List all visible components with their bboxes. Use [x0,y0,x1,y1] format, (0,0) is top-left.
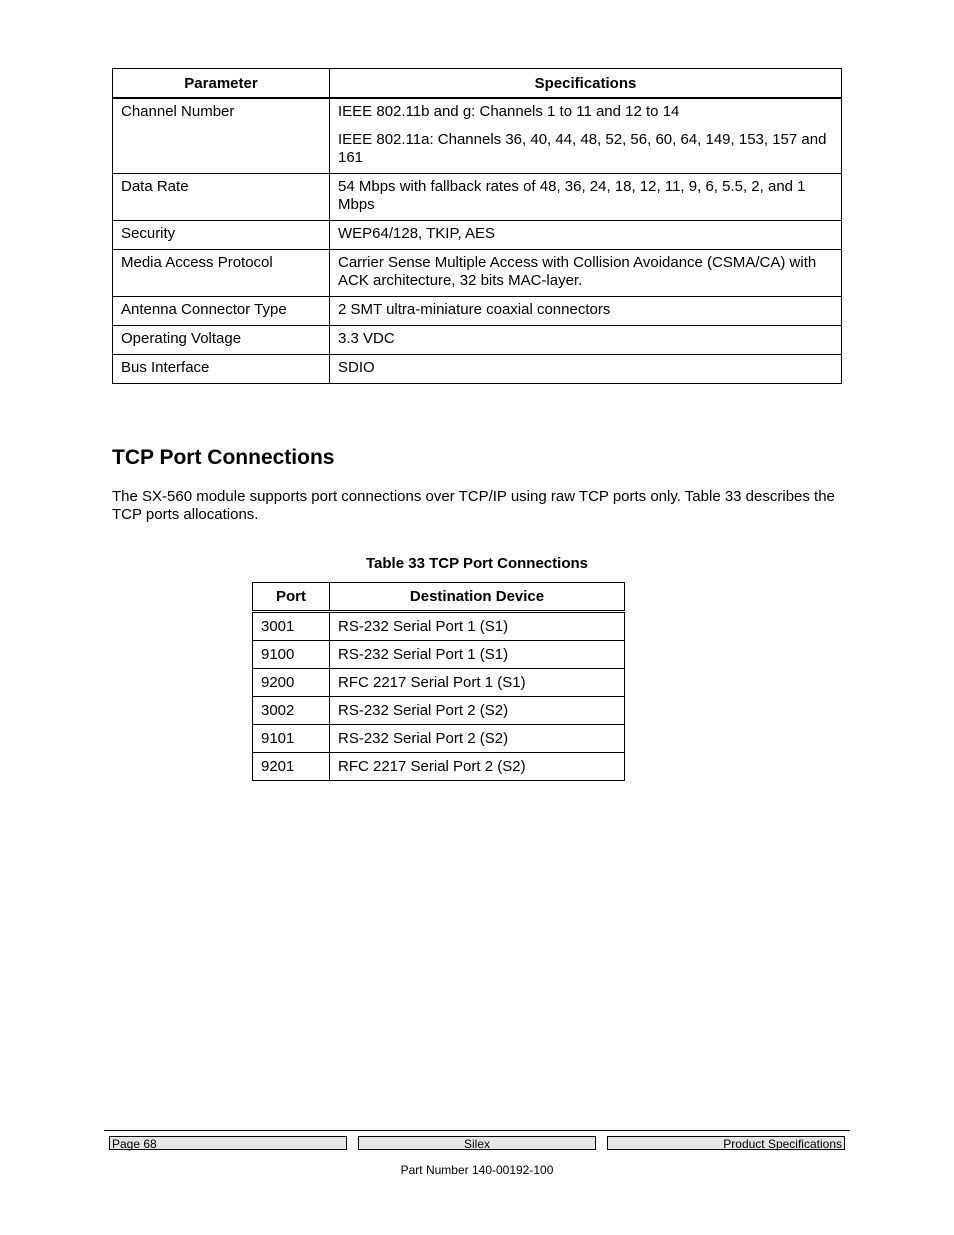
footer-part-number: Part Number 140-00192-100 [400,1163,554,1177]
spec-parameter-cell: Antenna Connector Type [113,297,330,326]
spec-table-body [113,98,842,384]
destination-device-header: Destination Device [330,583,625,612]
spec-parameter-cell: Bus Interface [113,355,330,384]
parameter-header: Parameter [113,69,330,99]
spec-value-text: 2 SMT ultra-miniature coaxial connectors [338,301,611,318]
footer-company: Silex [358,1136,596,1150]
spec-header-row [113,69,842,99]
destination-device-cell: RFC 2217 Serial Port 2 (S2) [330,753,625,781]
spec-row [113,174,842,221]
spec-parameter-cell: Security [113,221,330,250]
footer-document-title: Product Specifications [607,1136,845,1150]
spec-value-cell [330,221,842,250]
port-row [253,669,625,697]
spec-value-text: 3.3 VDC [338,330,395,347]
destination-device-cell: RS-232 Serial Port 1 (S1) [330,612,625,641]
destination-device-cell: RS-232 Serial Port 1 (S1) [330,641,625,669]
port-number-cell: 9101 [253,725,330,753]
spec-value-text: IEEE 802.11b and g: Channels 1 to 11 and 12 to 14 [338,103,680,120]
port-number-cell: 9200 [253,669,330,697]
spec-value-text: IEEE 802.11a: Channels 36, 40, 44, 48, 52, 56, 60, 64, 149, 153, 157 and 161 [338,131,827,166]
spec-row [113,250,842,297]
spec-value-cell [330,250,842,297]
port-header-row [253,583,625,612]
port-number-cell: 9201 [253,753,330,781]
spec-value-cell [330,297,842,326]
spec-parameter-cell: Data Rate [113,174,330,221]
port-row [253,697,625,725]
destination-device-cell: RS-232 Serial Port 2 (S2) [330,725,625,753]
table-caption: Table 33 TCP Port Connections [366,555,588,572]
port-number-cell: 3002 [253,697,330,725]
spec-value-text: SDIO [338,359,375,376]
spec-parameter-cell: Media Access Protocol [113,250,330,297]
spec-value-text: WEP64/128, TKIP, AES [338,225,496,242]
port-row [253,753,625,781]
footer-rule [104,1130,850,1131]
spec-row [113,297,842,326]
spec-value-text: 54 Mbps with fallback rates of 48, 36, 24, 18, 12, 11, 9, 6, 5.5, 2, and 1 Mbps [338,178,806,213]
destination-device-cell: RS-232 Serial Port 2 (S2) [330,697,625,725]
spec-row [113,98,842,174]
destination-device-cell: RFC 2217 Serial Port 1 (S1) [330,669,625,697]
spec-parameter-cell: Operating Voltage [113,326,330,355]
port-table-body [253,612,625,781]
spec-value-cell [330,98,842,174]
port-row [253,641,625,669]
section-heading: TCP Port Connections [112,446,335,469]
port-number-cell: 3001 [253,612,330,641]
specifications-table [112,68,842,384]
port-row [253,612,625,641]
spec-value-cell [330,326,842,355]
specifications-header: Specifications [330,69,842,99]
spec-value-cell [330,355,842,384]
port-header: Port [253,583,330,612]
footer-page-number: Page 68 [109,1136,347,1150]
port-number-cell: 9100 [253,641,330,669]
spec-row [113,326,842,355]
spec-row [113,355,842,384]
spec-value-cell [330,174,842,221]
section-paragraph: The SX-560 module supports port connections over TCP/IP using raw TCP ports only. Table 33 describes the TCP ports allocations. [112,488,835,523]
port-row [253,725,625,753]
spec-parameter-cell: Channel Number [113,98,330,174]
spec-row [113,221,842,250]
spec-value-text: Carrier Sense Multiple Access with Collision Avoidance (CSMA/CA) with ACK architecture, 32 bits MAC-layer. [338,254,817,289]
tcp-port-table [252,582,625,781]
